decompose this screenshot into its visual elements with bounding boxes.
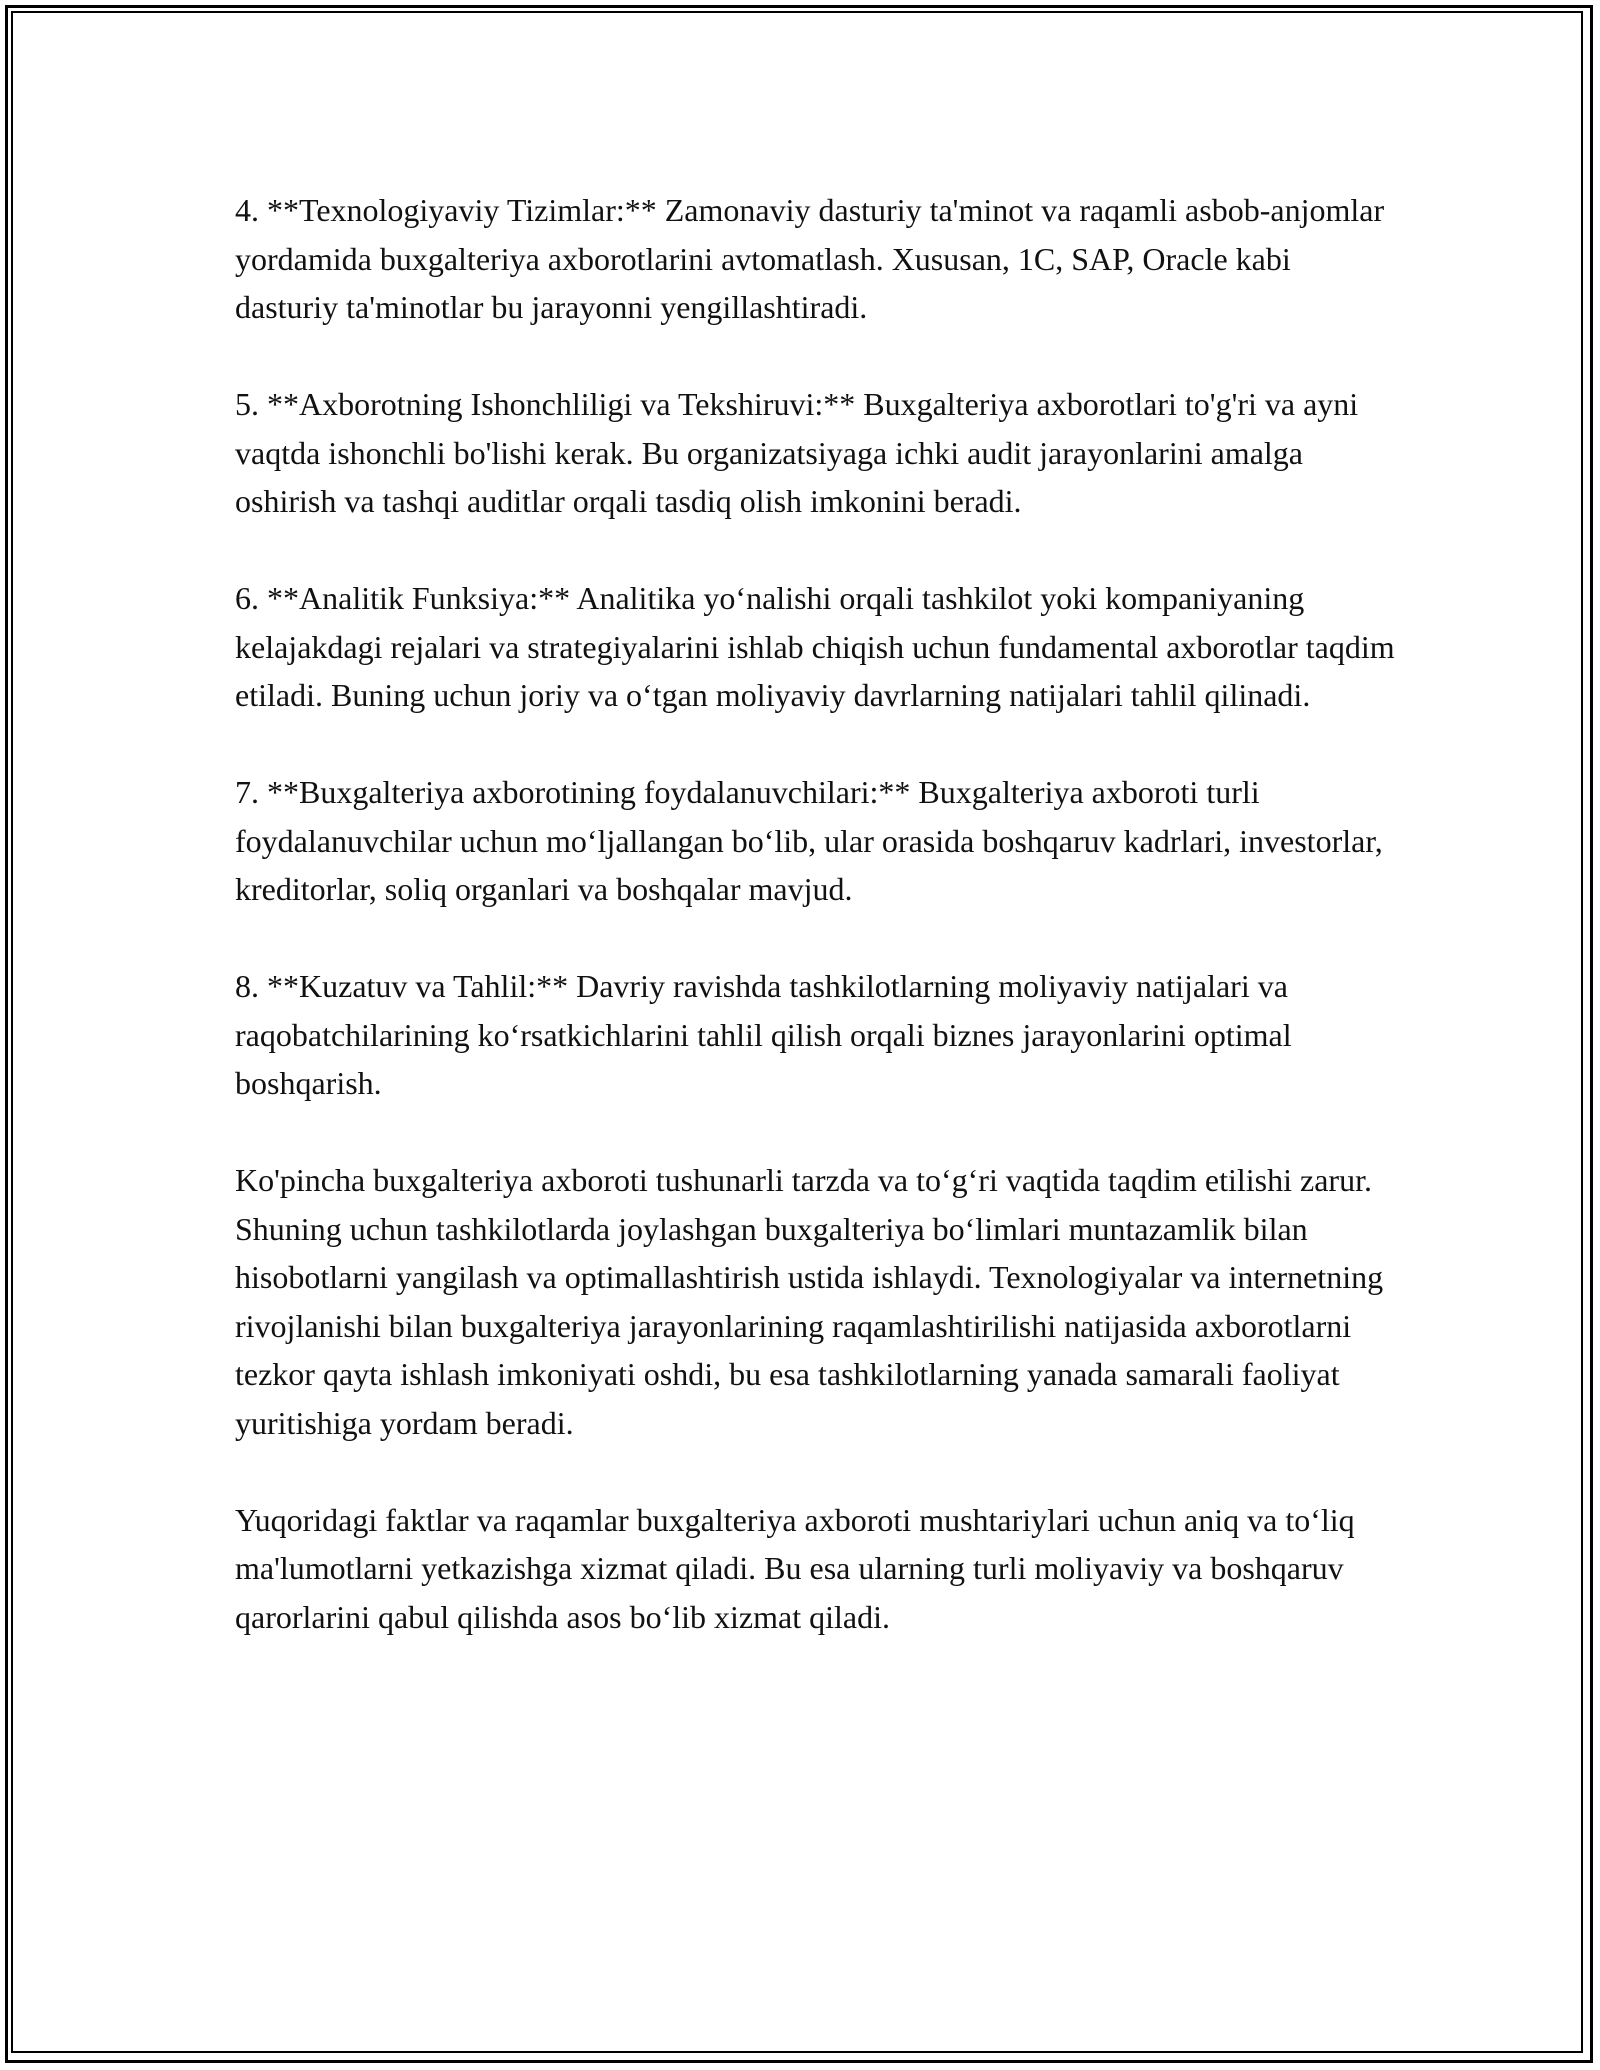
paragraph-item-7-information-users: 7. **Buxgalteriya axborotining foydalanuvchilari:** Buxgalteriya axboroti turli foydalanuvchilar uchun mo‘ljallangan bo‘lib, ular orasida boshqaruv kadrlari, investorlar, kreditorlar, soliq organlari va boshqalar mavjud. [235, 774, 1383, 907]
document-body [235, 186, 1395, 1690]
paragraph-item-5-reliability-verification: 5. **Axborotning Ishonchliligi va Tekshiruvi:** Buxgalteriya axborotlari to'g'ri va ayni vaqtda ishonchli bo'lishi kerak. Bu organizatsiyaga ichki audit jarayonlarini amalga oshirish va tashqi auditlar orqali tasdiq olish imkonini beradi. [235, 386, 1359, 519]
paragraph-timeliness: Ko'pincha buxgalteriya axboroti tushunarli tarzda va to‘g‘ri vaqtida taqdim etilishi zarur. Shuning uchun tashkilotlarda joylashgan buxgalteriya bo‘limlari muntazamlik bilan hisobotlarni yangilash va optimallashtirish ustida ishlaydi. Texnologiyalar va internetning rivojlanishi bilan buxgalteriya jarayonlarining raqamlashtirilishi natijasida axborotlarni tezkor qayta ishlash imkoniyati oshdi, bu esa tashkilotlarning yanada samarali faoliyat yuritishiga yordam beradi. [235, 1162, 1384, 1441]
paragraph-conclusion: Yuqoridagi faktlar va raqamlar buxgalteriya axboroti mushtariylari uchun aniq va to‘liq ma'lumotlarni yetkazishga xizmat qiladi. Bu esa ularning turli moliyaviy va boshqaruv qarorlarini qabul qilishda asos bo‘lib xizmat qiladi. [235, 1501, 1355, 1635]
paragraph-item-4-technology-systems: 4. **Texnologiyaviy Tizimlar:** Zamonaviy dasturiy ta'minot va raqamli asbob-anjomlar yordamida buxgalteriya axborotlarini avtomatlash. Xususan, 1C, SAP, Oracle kabi dasturiy ta'minotlar bu jarayonni yengillashtiradi. [235, 192, 1385, 325]
paragraph-item-6-analytic-function: 6. **Analitik Funksiya:** Analitika yo‘nalishi orqali tashkilot yoki kompaniyaning kelajakdagi rejalari va strategiyalarini ishlab chiqish uchun fundamental axborotlar taqdim etiladi. Buning uchun joriy va o‘tgan moliyaviy davrlarning natijalari tahlil qilinadi. [235, 580, 1395, 713]
paragraph-item-8-monitoring-analysis: 8. **Kuzatuv va Tahlil:** Davriy ravishda tashkilotlarning moliyaviy natijalari va raqobatchilarining ko‘rsatkichlarini tahlil qilish orqali biznes jarayonlarini optimal boshqarish. [235, 968, 1292, 1101]
